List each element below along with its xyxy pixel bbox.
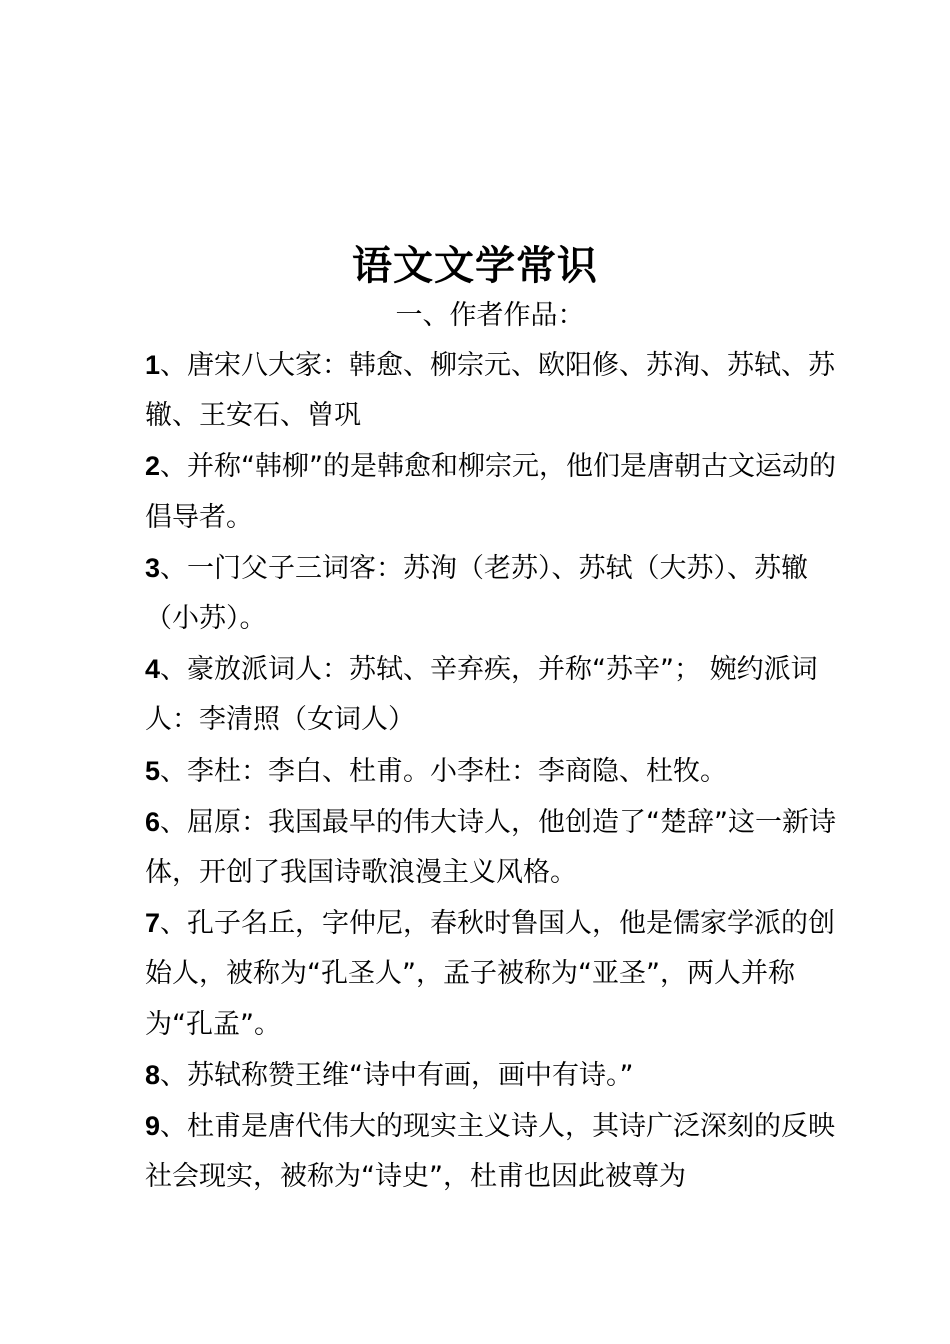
item-number: 3 — [145, 552, 161, 583]
item-number: 2 — [145, 451, 161, 482]
item-text: 、一门父子三词客：苏洵（老苏）、苏轼（大苏）、苏辙（小苏）。 — [145, 552, 809, 635]
item-text: 、苏轼称赞王维“诗中有画，画中有诗。” — [160, 1059, 634, 1091]
item-number: 7 — [145, 908, 161, 939]
item-number: 9 — [145, 1111, 161, 1142]
list-item — [145, 746, 845, 797]
document-title: 语文文学常识 — [352, 242, 598, 289]
item-number: 1 — [145, 350, 161, 380]
list-item — [145, 797, 845, 898]
item-text: 、屈原：我国最早的伟大诗人，他创造了“楚辞”这一新诗体，开创了我国诗歌浪漫主义风格。 — [145, 806, 837, 889]
item-text: 、豪放派词人：苏轼、辛弃疾，并称“苏辛”； 婉约派词人：李清照（女词人） — [145, 654, 818, 736]
list-item — [145, 644, 845, 745]
item-text: 、唐宋八大家：韩愈、柳宗元、欧阳修、苏洵、苏轼、苏辙、王安石、曾巩 — [145, 350, 836, 432]
item-number: 8 — [145, 1059, 161, 1090]
item-number: 5 — [145, 755, 161, 786]
item-text: 、李杜：李白、杜甫。小李杜：李商隐、杜牧。 — [160, 755, 728, 787]
item-text: 、孔子名丘，字仲尼，春秋时鲁国人，他是儒家学派的创始人，被称为“孔圣人”，孟子被称为“亚圣”，两人并称为“孔孟”。 — [145, 908, 836, 1040]
list-item — [145, 340, 845, 441]
list-item — [145, 543, 845, 644]
list-item — [145, 1050, 845, 1101]
list-item — [145, 441, 845, 542]
item-text: 、并称“韩柳”的是韩愈和柳宗元，他们是唐朝古文运动的倡导者。 — [145, 451, 837, 533]
list-item — [145, 1101, 845, 1202]
document-body — [145, 340, 845, 1202]
section-heading: 一、作者作品： — [395, 300, 585, 331]
item-number: 4 — [145, 654, 161, 685]
item-text: 、杜甫是唐代伟大的现实主义诗人，其诗广泛深刻的反映社会现实，被称为“诗史”，杜甫也因此被尊为 — [145, 1111, 836, 1193]
item-number: 6 — [145, 806, 161, 837]
list-item — [145, 898, 845, 1050]
